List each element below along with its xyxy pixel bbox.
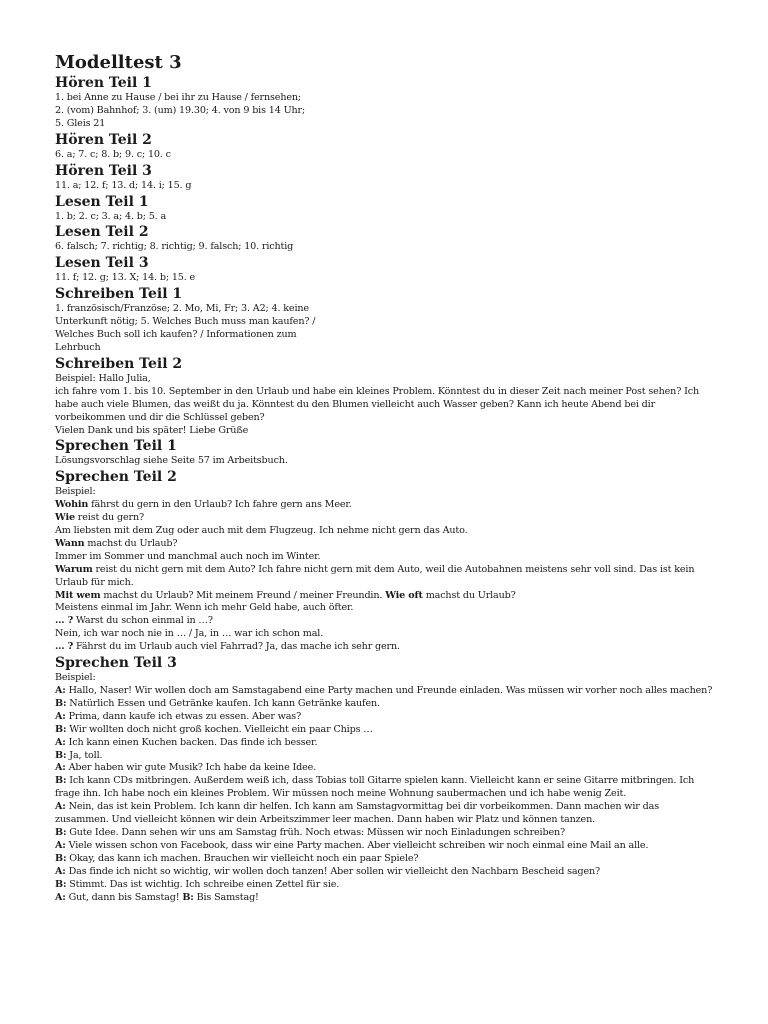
dialogue-line	[55, 840, 715, 853]
dialogue-text: Gut, dann bis Samstag!	[65, 891, 183, 903]
dialogue-text: Stimmt. Das ist wichtig. Ich schreibe einen Zettel für sie.	[66, 878, 340, 890]
sprechen-2-intro: Beispiel:	[55, 486, 96, 498]
sprechen-2-item	[55, 525, 715, 538]
lesen-2-answers: 6. falsch; 7. richtig; 8. richtig; 9. falsch; 10. richtig	[55, 241, 294, 253]
speaker-label: A:	[55, 710, 66, 722]
dialogue-text: Nein, das ist kein Problem. Ich kann dir helfen. Ich kann am Samstagvormittag bei dir vorbeikommen. Dann machen wir das zusammen. Und vielleicht können wir dein Arbeitszimmer leer machen. Dann haben wir Platz und können tanzen.	[55, 801, 659, 826]
heading-sprechen-3: Sprechen Teil 3	[55, 655, 177, 672]
question-word: Warum	[55, 563, 93, 575]
item-text: reist du nicht gern mit dem Auto? Ich fahre nicht gern mit dem Auto, weil die Autobahnen meistens sehr voll sind. Das ist kein Urlaub für mich.	[55, 563, 695, 588]
dialogue-line	[55, 892, 715, 905]
speaker-label: B:	[55, 878, 67, 890]
dialogue-line	[55, 737, 715, 750]
heading-hoeren-2: Hören Teil 2	[55, 131, 152, 148]
heading-hoeren-3: Hören Teil 3	[55, 162, 152, 179]
dialogue-line	[55, 711, 715, 724]
heading-sprechen-2: Sprechen Teil 2	[55, 469, 177, 486]
question-word: Mit wem	[55, 589, 101, 601]
sprechen-2-item	[55, 641, 715, 654]
item-text: Meistens einmal im Jahr. Wenn ich mehr Geld habe, auch öfter.	[55, 602, 354, 614]
item-text: reist du gern?	[74, 512, 144, 524]
item-text: Fährst du im Urlaub auch viel Fahrrad? Ja, das mache ich sehr gern.	[73, 641, 400, 653]
speaker-label: B:	[55, 723, 67, 735]
sprechen-2-item	[55, 564, 715, 590]
question-word: Wann	[55, 537, 85, 549]
speaker-label: A:	[55, 891, 66, 903]
item-text: machst du Urlaub?	[422, 589, 516, 601]
heading-schreiben-2: Schreiben Teil 2	[55, 355, 183, 372]
dialogue-text: Bis Samstag!	[193, 891, 259, 903]
question-word: … ?	[55, 641, 74, 653]
sprechen-2-item	[55, 590, 715, 603]
dialogue-line	[55, 866, 715, 879]
hoeren-3-answers: 11. a; 12. f; 13. d; 14. i; 15. g	[55, 179, 192, 191]
schreiben-2-line: ich fahre vom 1. bis 10. September in den Urlaub und habe ein kleines Problem. Könntest du in dieser Zeit nach meiner Post sehen? Ich habe auch viele Blumen, das weißt du ja. Könntest du den Blumen vielleicht auch Wasser geben? Kann ich heute Abend bei dir vorbeikommen und dir die Schlüssel geben?	[55, 385, 700, 423]
dialogue-text: Ja, toll.	[66, 749, 103, 761]
heading-schreiben-1: Schreiben Teil 1	[55, 286, 183, 303]
dialogue-text: Prima, dann kaufe ich etwas zu essen. Aber was?	[65, 710, 302, 722]
lesen-3-answers: 11. f; 12. g; 13. X; 14. b; 15. e	[55, 272, 196, 284]
dialogue-text: Okay, das kann ich machen. Brauchen wir vielleicht noch ein paar Spiele?	[66, 852, 419, 864]
sprechen-2-item	[55, 615, 715, 628]
speaker-label: A:	[55, 839, 66, 851]
dialogue-text: Ich kann CDs mitbringen. Außerdem weiß ich, dass Tobias toll Gitarre spielen kann. Vielleicht kann er seine Gitarre mitbringen. Ich frage ihn. Ich habe noch ein kleines Problem. Wir müssen noch meine Wohnung saubermachen und ich habe wenig Zeit.	[55, 775, 695, 800]
heading-lesen-1: Lesen Teil 1	[55, 193, 149, 210]
item-text: Immer im Sommer und manchmal auch noch im Winter.	[55, 550, 321, 562]
heading-sprechen-1: Sprechen Teil 1	[55, 438, 177, 455]
hoeren-1-line: 1. bei Anne zu Hause / bei ihr zu Hause / fernsehen;	[55, 92, 301, 103]
dialogue-line	[55, 801, 715, 827]
sprechen-2-item	[55, 602, 715, 615]
dialogue-line	[55, 698, 715, 711]
item-text: Am liebsten mit dem Zug oder auch mit dem Flugzeug. Ich nehme nicht gern das Auto.	[55, 525, 468, 537]
speaker-label: A:	[55, 801, 66, 813]
dialogue-line	[55, 750, 715, 763]
lesen-1-answers: 1. b; 2. c; 3. a; 4. b; 5. a	[55, 210, 167, 222]
item-text: Nein, ich war noch nie in … / Ja, in … war ich schon mal.	[55, 628, 324, 640]
item-text: machst du Urlaub? Mit meinem Freund / meiner Freundin.	[100, 589, 386, 601]
dialogue-line	[55, 685, 715, 698]
question-word: … ?	[55, 615, 74, 627]
dialogue-line	[55, 827, 715, 840]
dialogue-line	[55, 724, 715, 737]
page-title: Modelltest 3	[55, 52, 182, 73]
dialogue-line	[55, 853, 715, 866]
speaker-label: A:	[55, 762, 66, 774]
speaker-label: A:	[55, 736, 66, 748]
question-word: Wohin	[55, 499, 89, 511]
question-word: Wie	[55, 512, 75, 524]
sprechen-2-item	[55, 499, 715, 512]
heading-lesen-2: Lesen Teil 2	[55, 224, 149, 241]
schreiben-2-line: Vielen Dank und bis später! Liebe Grüße	[55, 424, 249, 436]
document-page	[55, 52, 715, 904]
speaker-label: B:	[55, 749, 67, 761]
dialogue-text: Natürlich Essen und Getränke kaufen. Ich kann Getränke kaufen.	[66, 697, 380, 709]
dialogue-line	[55, 879, 715, 892]
sprechen-1-text: Lösungsvorschlag siehe Seite 57 im Arbeitsbuch.	[55, 455, 288, 467]
speaker-label: A:	[55, 865, 66, 877]
speaker-label: B:	[55, 826, 67, 838]
sprechen-2-item	[55, 551, 715, 564]
heading-hoeren-1: Hören Teil 1	[55, 75, 152, 91]
schreiben-1-answers: 1. französisch/Französe; 2. Mo, Mi, Fr; 3. A2; 4. keine Unterkunft nötig; 5. Welches Buch muss man kaufen? / Welches Buch soll ich kaufen? / Informationen zum Lehrbuch	[55, 303, 316, 353]
sprechen-2-item	[55, 628, 715, 641]
dialogue-text: Aber haben wir gute Musik? Ich habe da keine Idee.	[65, 762, 317, 774]
speaker-label: B:	[55, 852, 67, 864]
hoeren-1-line: 2. (vom) Bahnhof; 3. (um) 19.30; 4. von 9 bis 14 Uhr;	[55, 104, 306, 116]
dialogue-text: Wir wollten doch nicht groß kochen. Vielleicht ein paar Chips …	[66, 723, 373, 735]
hoeren-1-line: 5. Gleis 21	[55, 117, 106, 129]
dialogue-line	[55, 762, 715, 775]
hoeren-2-answers: 6. a; 7. c; 8. b; 9. c; 10. c	[55, 148, 171, 160]
dialogue-text: Ich kann einen Kuchen backen. Das finde ich besser.	[65, 736, 318, 748]
speaker-label: A:	[55, 685, 66, 696]
dialogue-text: Hallo, Naser! Wir wollen doch am Samstagabend eine Party machen und Freunde einladen. Was müssen wir vorher noch alles machen?	[65, 685, 713, 696]
heading-lesen-3: Lesen Teil 3	[55, 255, 149, 272]
dialogue-line	[55, 775, 715, 801]
sprechen-3-intro: Beispiel:	[55, 672, 96, 684]
dialogue-text: Gute Idee. Dann sehen wir uns am Samstag früh. Noch etwas: Müssen wir noch Einladungen schreiben?	[66, 826, 566, 838]
dialogue-text: Das finde ich nicht so wichtig, wir wollen doch tanzen! Aber sollen wir vielleicht den Nachbarn Bescheid sagen?	[65, 865, 600, 877]
question-word: Wie oft	[385, 589, 423, 601]
sprechen-2-item	[55, 538, 715, 551]
item-text: machst du Urlaub?	[84, 537, 178, 549]
speaker-label: B:	[55, 775, 67, 787]
speaker-label: B:	[55, 697, 67, 709]
item-text: Warst du schon einmal in …?	[73, 615, 213, 627]
dialogue-text: Viele wissen schon von Facebook, dass wir eine Party machen. Aber vielleicht schreiben wir noch einmal eine Mail an alle.	[65, 839, 649, 851]
speaker-label: B:	[182, 891, 194, 903]
item-text: fährst du gern in den Urlaub? Ich fahre gern ans Meer.	[88, 499, 352, 511]
schreiben-2-line: Beispiel: Hallo Julia,	[55, 372, 151, 384]
sprechen-2-item	[55, 512, 715, 525]
